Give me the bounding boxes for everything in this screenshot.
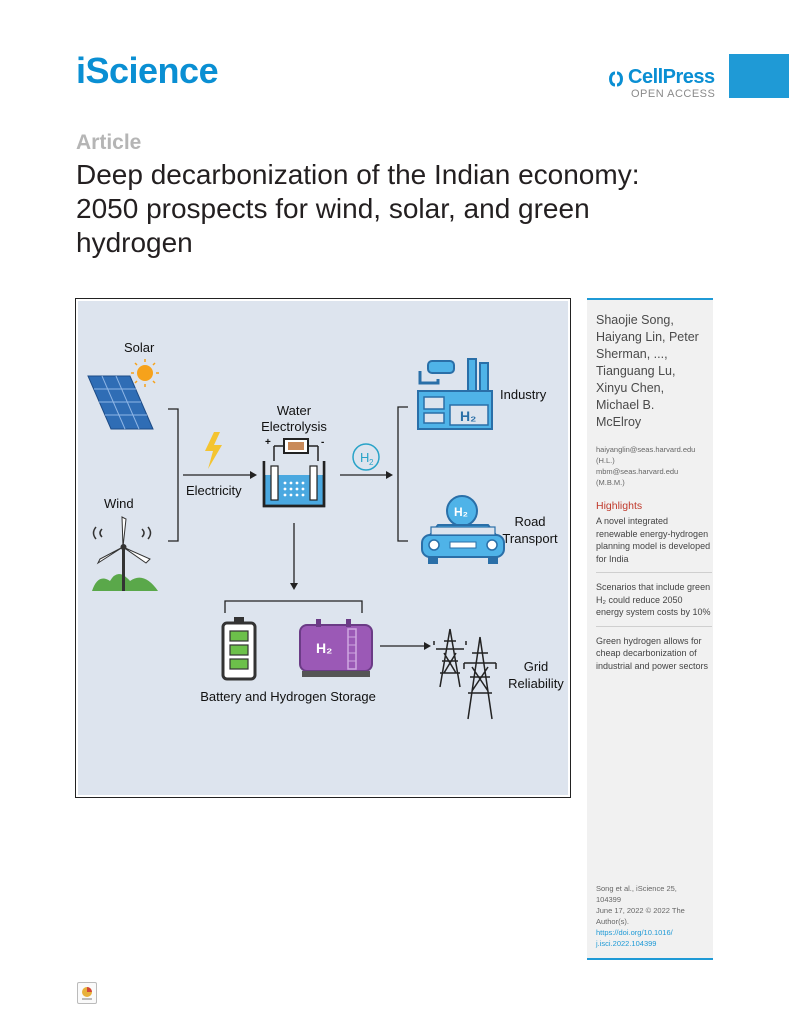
hydrogen-tank-icon	[300, 619, 372, 677]
citation-reference: Song et al., iScience 25,	[596, 884, 677, 893]
author-line: Haiyang Lin, Peter	[596, 330, 699, 344]
publisher-name: CellPress	[628, 66, 715, 88]
label-road-line2: Transport	[502, 531, 558, 546]
label-electricity: Electricity	[186, 483, 242, 498]
lightning-icon	[205, 432, 222, 469]
open-access-label: OPEN ACCESS	[631, 88, 716, 100]
article-type: Article	[76, 131, 142, 154]
highlights-list	[596, 515, 712, 687]
sun-icon	[131, 359, 159, 387]
svg-text:-: -	[321, 437, 325, 448]
email-link[interactable]: mbm@seas.harvard.edu	[596, 467, 679, 476]
power-tower-icon	[434, 629, 496, 719]
battery-icon	[223, 617, 255, 679]
author-line: Shaojie Song,	[596, 313, 674, 327]
h2-subscript: 2	[369, 458, 374, 467]
author-line: Sherman, ...,	[596, 347, 668, 361]
solar-panel-icon	[88, 376, 153, 429]
journal-color-tab	[729, 54, 789, 98]
journal-logo: iScience	[76, 50, 219, 91]
label-electrolysis-line1: Water	[276, 403, 312, 418]
car-icon	[422, 496, 504, 564]
label-solar: Solar	[124, 340, 155, 355]
label-grid-line1: Grid	[523, 659, 549, 674]
svg-text:H₂: H₂	[454, 505, 468, 519]
svg-text:H₂: H₂	[316, 640, 333, 656]
label-storage: Battery and Hydrogen Storage	[200, 689, 376, 704]
citation-date: June 17, 2022 © 2022 The	[596, 906, 685, 915]
email-owner: (M.B.M.)	[596, 478, 625, 487]
wind-turbine-icon	[92, 517, 158, 591]
highlight-item: Scenarios that include green H₂ could reduce 2050 energy system costs by 10%	[596, 581, 712, 627]
storage-bracket	[225, 601, 362, 613]
factory-icon	[418, 359, 492, 429]
publisher-logo	[606, 66, 716, 102]
svg-text:H₂: H₂	[460, 408, 477, 424]
svg-text:+: +	[265, 437, 271, 448]
electrolyzer-icon	[264, 437, 324, 506]
highlight-item: A novel integrated renewable energy-hydrogen planning model is developed for India	[596, 515, 712, 573]
output-bracket	[398, 407, 408, 541]
label-wind: Wind	[104, 496, 134, 511]
graphical-abstract-figure	[78, 301, 568, 795]
author-list	[596, 312, 712, 431]
label-electrolysis-line2: Electrolysis	[261, 419, 327, 434]
citation-reference: 104399	[596, 895, 622, 904]
cellpress-icon	[606, 70, 626, 88]
highlights-heading: Highlights	[596, 500, 643, 512]
contact-emails	[596, 444, 712, 488]
highlight-item: Green hydrogen allows for cheap decarbonization of industrial and power sectors	[596, 635, 709, 671]
doi-link[interactable]: https://doi.org/10.1016/	[596, 928, 673, 937]
article-title: Deep decarbonization of the Indian economy: 2050 prospects for wind, solar, and green hydrogen	[76, 159, 640, 258]
input-bracket	[168, 409, 178, 541]
label-grid-line2: Reliability	[508, 676, 564, 691]
author-line: Michael B.	[596, 398, 655, 412]
citation-date: Author(s).	[596, 917, 629, 926]
email-owner: (H.L.)	[596, 456, 615, 465]
author-line: McElroy	[596, 415, 642, 429]
author-line: Tianguang Lu,	[596, 364, 676, 378]
author-line: Xinyu Chen,	[596, 381, 665, 395]
graphical-abstract	[75, 298, 571, 798]
citation-block	[596, 883, 712, 949]
h2-symbol: H	[360, 450, 370, 465]
doi-link[interactable]: j.isci.2022.104399	[596, 939, 657, 948]
email-link[interactable]: haiyanglin@seas.harvard.edu	[596, 445, 696, 454]
check-for-updates-icon[interactable]	[77, 982, 97, 1004]
label-industry: Industry	[500, 387, 547, 402]
label-road-line1: Road	[514, 514, 546, 529]
